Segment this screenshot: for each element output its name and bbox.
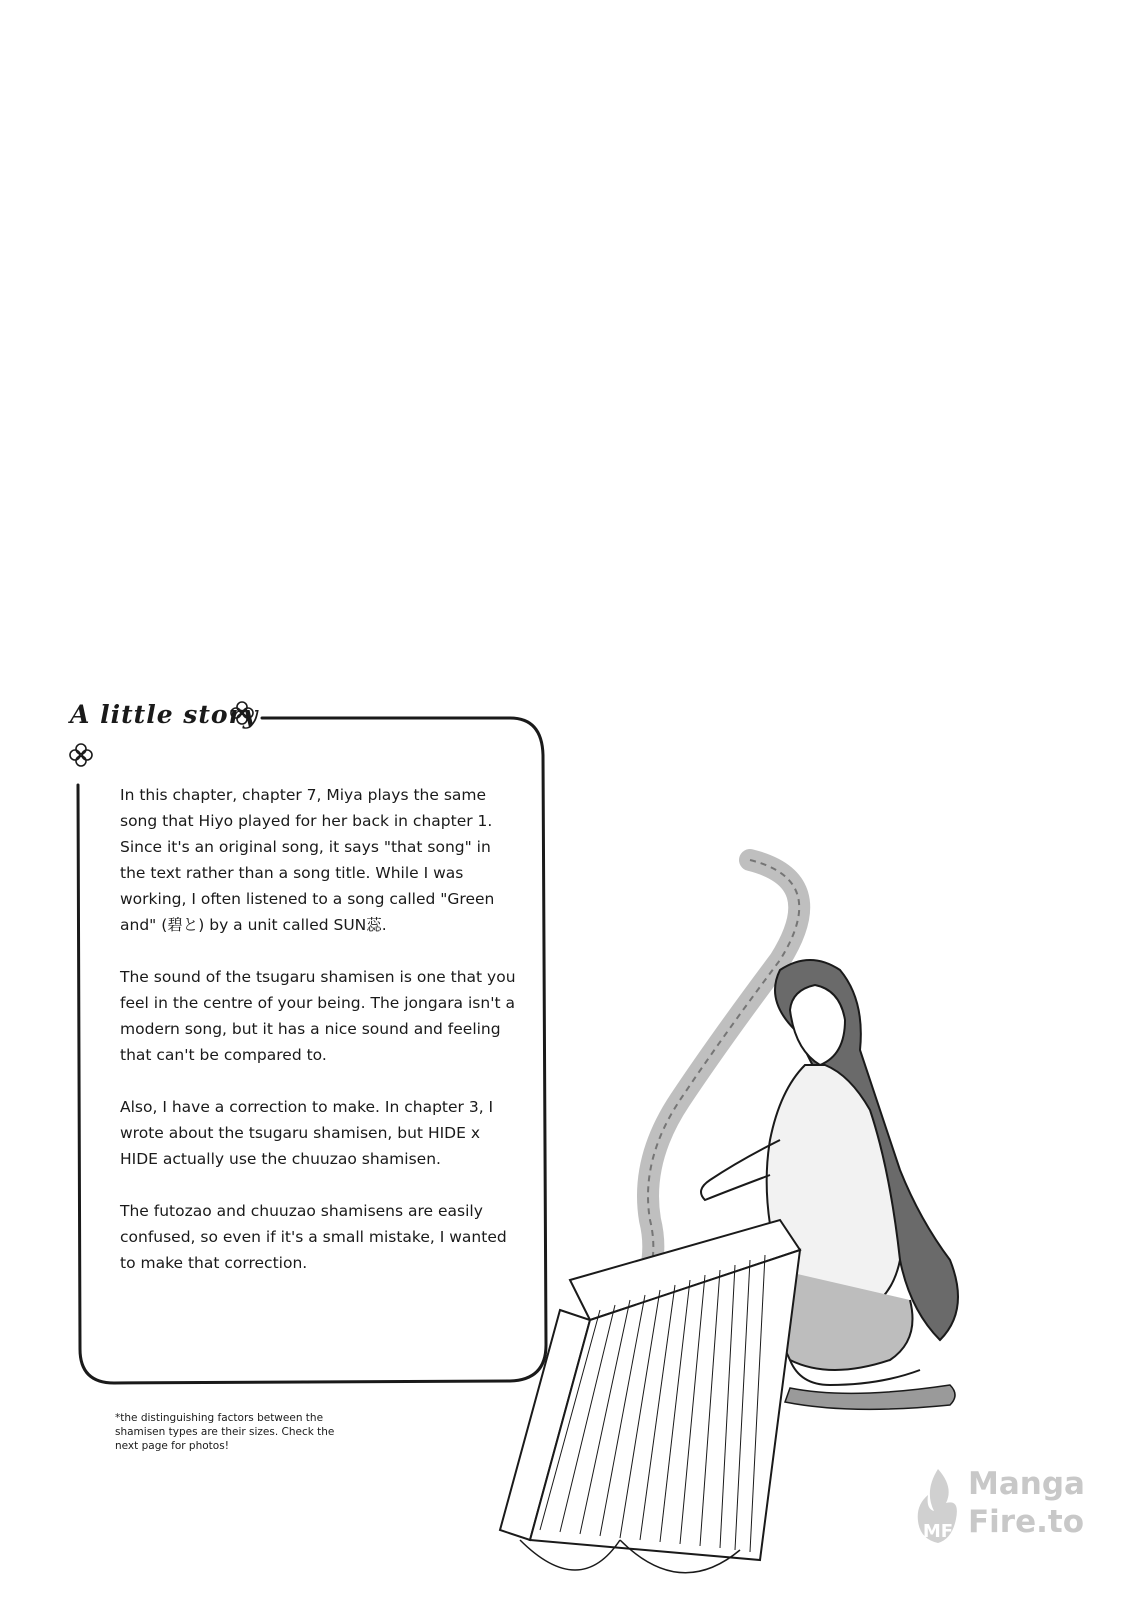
watermark	[910, 1465, 1110, 1565]
flame-logo-icon	[910, 1465, 966, 1555]
story-paragraph: The sound of the tsugaru shamisen is one that you feel in the centre of your being. The jongara isn't a modern song, but it has a nice sound and feeling that can't be compared to.	[120, 968, 516, 1064]
story-paragraph: In this chapter, chapter 7, Miya plays the same song that Hiyo played for her back in chapter 1. Since it's an original song, it says "that song" in the text rather than a song title. While I was working, I often listened to a song called "Green and" (碧と) by a unit called SUN蕊.	[120, 786, 495, 934]
story-heading: A little story	[70, 700, 259, 729]
watermark-logo-text: MF	[922, 1521, 954, 1542]
footnote: *the distinguishing factors between the shamisen types are their sizes. Check the next page for photos!	[115, 1412, 335, 1452]
story-text	[120, 782, 520, 1302]
story-paragraph: The futozao and chuuzao shamisens are easily confused, so even if it's a small mistake, I wanted to make that correction.	[120, 1202, 507, 1272]
watermark-line2: Fire.to	[968, 1504, 1085, 1540]
watermark-line1: Manga	[968, 1466, 1085, 1502]
story-paragraph: Also, I have a correction to make. In chapter 3, I wrote about the tsugaru shamisen, but HIDE x HIDE actually use the chuuzao shamisen.	[120, 1098, 494, 1168]
